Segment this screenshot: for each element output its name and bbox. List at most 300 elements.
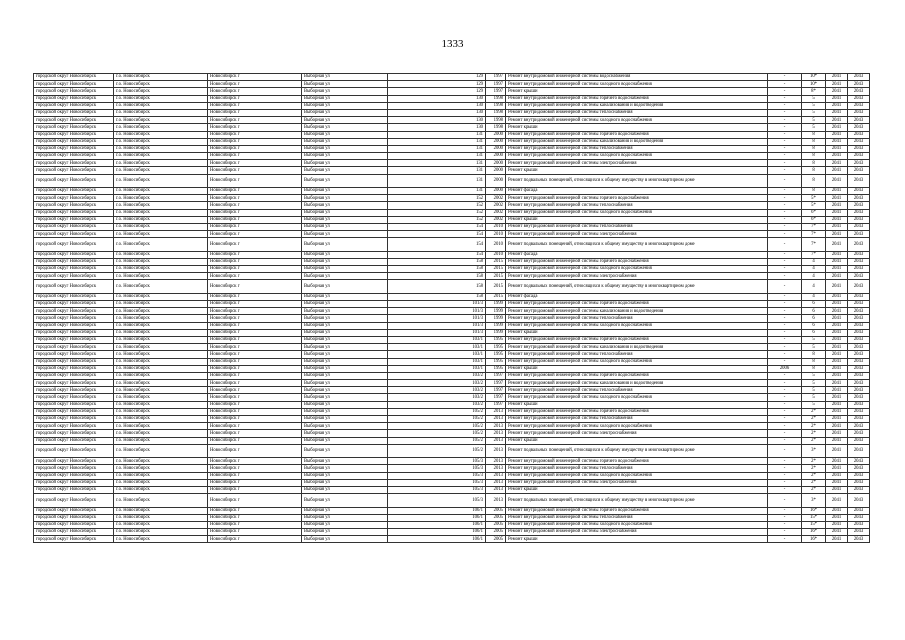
- year-to-cell: 2043: [848, 358, 870, 365]
- city-cell: Новосибирск г: [208, 293, 302, 300]
- municipality-cell: городской округ Новосибирск: [34, 401, 114, 408]
- build-year-cell: 2000: [486, 160, 506, 167]
- build-year-cell: 1997: [486, 380, 506, 387]
- district-cell: г.о. Новосибирск: [114, 88, 208, 95]
- city-cell: Новосибирск г: [208, 308, 302, 315]
- year-from-cell: 2041: [826, 195, 848, 202]
- street-cell: Выборная ул: [302, 223, 388, 230]
- year-to-cell: 2043: [848, 458, 870, 465]
- work-type-cell: Ремонт крыши: [506, 124, 768, 131]
- year-from-cell: 2041: [826, 88, 848, 95]
- house-number-cell: 158: [388, 280, 486, 293]
- year-to-cell: 2043: [848, 387, 870, 394]
- city-cell: Новосибирск г: [208, 408, 302, 415]
- street-cell: Выборная ул: [302, 521, 388, 528]
- year-from-cell: 2041: [826, 408, 848, 415]
- municipality-cell: городской округ Новосибирск: [34, 216, 114, 223]
- city-cell: Новосибирск г: [208, 266, 302, 273]
- build-year-cell: 1999: [486, 315, 506, 322]
- street-cell: Выборная ул: [302, 266, 388, 273]
- street-cell: Выборная ул: [302, 258, 388, 265]
- build-year-cell: 2015: [486, 273, 506, 280]
- street-cell: Выборная ул: [302, 145, 388, 152]
- street-cell: Выборная ул: [302, 372, 388, 379]
- last-repair-cell: -: [768, 280, 802, 293]
- table-row: [34, 315, 870, 322]
- table-row: [34, 301, 870, 308]
- municipality-cell: городской округ Новосибирск: [34, 231, 114, 238]
- year-to-cell: 2043: [848, 494, 870, 507]
- municipality-cell: городской округ Новосибирск: [34, 387, 114, 394]
- street-cell: Выборная ул: [302, 102, 388, 109]
- work-type-cell: Ремонт внутридомовой инженерной системы канализования и водоотведения: [506, 138, 768, 145]
- district-cell: г.о. Новосибирск: [114, 329, 208, 336]
- work-type-cell: Ремонт внутридомовой инженерной системы электроснабжения: [506, 160, 768, 167]
- district-cell: г.о. Новосибирск: [114, 394, 208, 401]
- year-to-cell: 2043: [848, 258, 870, 265]
- last-repair-cell: -: [768, 494, 802, 507]
- district-cell: г.о. Новосибирск: [114, 308, 208, 315]
- term-cell: 2*: [802, 423, 826, 430]
- table-row: [34, 138, 870, 145]
- street-cell: Выборная ул: [302, 117, 388, 124]
- work-type-cell: Ремонт внутридомовой инженерной системы горячего водоснабжения: [506, 408, 768, 415]
- street-cell: Выборная ул: [302, 315, 388, 322]
- house-number-cell: 101/3: [388, 301, 486, 308]
- municipality-cell: городской округ Новосибирск: [34, 293, 114, 300]
- work-type-cell: Ремонт крыши: [506, 88, 768, 95]
- year-to-cell: 2043: [848, 416, 870, 423]
- municipality-cell: городской округ Новосибирск: [34, 273, 114, 280]
- house-number-cell: 130: [388, 95, 486, 102]
- work-type-cell: Ремонт внутридомовой инженерной системы холодного водоснабжения: [506, 81, 768, 88]
- city-cell: Новосибирск г: [208, 251, 302, 258]
- house-number-cell: 103/2: [388, 380, 486, 387]
- street-cell: Выборная ул: [302, 167, 388, 174]
- district-cell: г.о. Новосибирск: [114, 188, 208, 195]
- house-number-cell: 105/2: [388, 423, 486, 430]
- build-year-cell: 2002: [486, 209, 506, 216]
- term-cell: 16*: [802, 529, 826, 536]
- street-cell: Выборная ул: [302, 209, 388, 216]
- last-repair-cell: -: [768, 145, 802, 152]
- year-to-cell: 2043: [848, 138, 870, 145]
- year-from-cell: 2041: [826, 209, 848, 216]
- street-cell: Выборная ул: [302, 437, 388, 444]
- term-cell: 3*: [802, 444, 826, 457]
- year-from-cell: 2041: [826, 160, 848, 167]
- municipality-cell: городской округ Новосибирск: [34, 167, 114, 174]
- last-repair-cell: -: [768, 529, 802, 536]
- street-cell: Выборная ул: [302, 322, 388, 329]
- district-cell: г.о. Новосибирск: [114, 416, 208, 423]
- term-cell: 16*: [802, 507, 826, 514]
- table-row: [34, 416, 870, 423]
- district-cell: г.о. Новосибирск: [114, 472, 208, 479]
- work-type-cell: Ремонт внутридомовой инженерной системы теплоснабжения: [506, 315, 768, 322]
- work-type-cell: Ремонт подвальных помещений, относящихся к общему имуществу в многоквартирном доме: [506, 238, 768, 251]
- house-number-cell: 103/1: [388, 344, 486, 351]
- district-cell: г.о. Новосибирск: [114, 437, 208, 444]
- work-type-cell: Ремонт внутридомовой инженерной системы теплоснабжения: [506, 202, 768, 209]
- year-to-cell: 2043: [848, 536, 870, 543]
- work-type-cell: Ремонт крыши: [506, 167, 768, 174]
- district-cell: г.о. Новосибирск: [114, 351, 208, 358]
- street-cell: Выборная ул: [302, 202, 388, 209]
- year-to-cell: 2043: [848, 308, 870, 315]
- last-repair-cell: -: [768, 394, 802, 401]
- year-to-cell: 2043: [848, 117, 870, 124]
- build-year-cell: 1997: [486, 387, 506, 394]
- build-year-cell: 2000: [486, 167, 506, 174]
- year-from-cell: 2041: [826, 124, 848, 131]
- municipality-cell: городской округ Новосибирск: [34, 472, 114, 479]
- city-cell: Новосибирск г: [208, 394, 302, 401]
- municipality-cell: городской округ Новосибирск: [34, 280, 114, 293]
- year-from-cell: 2041: [826, 322, 848, 329]
- year-from-cell: 2041: [826, 521, 848, 528]
- work-type-cell: Ремонт внутридомовой инженерной системы электроснабжения: [506, 430, 768, 437]
- municipality-cell: городской округ Новосибирск: [34, 138, 114, 145]
- street-cell: Выборная ул: [302, 380, 388, 387]
- house-number-cell: 106/1: [388, 536, 486, 543]
- year-to-cell: 2043: [848, 280, 870, 293]
- house-number-cell: 154: [388, 223, 486, 230]
- last-repair-cell: -: [768, 231, 802, 238]
- year-from-cell: 2041: [826, 365, 848, 372]
- house-number-cell: 106/1: [388, 521, 486, 528]
- term-cell: 8: [802, 160, 826, 167]
- build-year-cell: 2013: [486, 458, 506, 465]
- table-row: [34, 494, 870, 507]
- year-to-cell: 2043: [848, 95, 870, 102]
- work-type-cell: Ремонт внутридомовой инженерной системы электроснабжения: [506, 231, 768, 238]
- table-row: [34, 521, 870, 528]
- municipality-cell: городской округ Новосибирск: [34, 266, 114, 273]
- last-repair-cell: -: [768, 444, 802, 457]
- last-repair-cell: -: [768, 174, 802, 187]
- year-to-cell: 2043: [848, 124, 870, 131]
- district-cell: г.о. Новосибирск: [114, 365, 208, 372]
- table-row: [34, 401, 870, 408]
- year-from-cell: 2041: [826, 280, 848, 293]
- build-year-cell: 2013: [486, 408, 506, 415]
- house-number-cell: 154: [388, 231, 486, 238]
- house-number-cell: 131: [388, 188, 486, 195]
- table-row: [34, 273, 870, 280]
- district-cell: г.о. Новосибирск: [114, 238, 208, 251]
- table-row: [34, 465, 870, 472]
- district-cell: г.о. Новосибирск: [114, 430, 208, 437]
- table-row: [34, 394, 870, 401]
- district-cell: г.о. Новосибирск: [114, 372, 208, 379]
- year-from-cell: 2041: [826, 430, 848, 437]
- municipality-cell: городской округ Новосибирск: [34, 88, 114, 95]
- year-to-cell: 2043: [848, 351, 870, 358]
- build-year-cell: 2002: [486, 216, 506, 223]
- house-number-cell: 152: [388, 209, 486, 216]
- house-number-cell: 105/2: [388, 437, 486, 444]
- work-type-cell: Ремонт крыши: [506, 536, 768, 543]
- district-cell: г.о. Новосибирск: [114, 444, 208, 457]
- house-number-cell: 158: [388, 258, 486, 265]
- year-to-cell: 2043: [848, 322, 870, 329]
- term-cell: 7*: [802, 223, 826, 230]
- municipality-cell: городской округ Новосибирск: [34, 437, 114, 444]
- municipality-cell: городской округ Новосибирск: [34, 458, 114, 465]
- last-repair-cell: -: [768, 258, 802, 265]
- street-cell: Выборная ул: [302, 408, 388, 415]
- term-cell: 4: [802, 293, 826, 300]
- municipality-cell: городской округ Новосибирск: [34, 195, 114, 202]
- municipality-cell: городской округ Новосибирск: [34, 131, 114, 138]
- term-cell: 4: [802, 273, 826, 280]
- build-year-cell: 2000: [486, 174, 506, 187]
- house-number-cell: 131: [388, 153, 486, 160]
- last-repair-cell: -: [768, 458, 802, 465]
- district-cell: г.о. Новосибирск: [114, 358, 208, 365]
- street-cell: Выборная ул: [302, 387, 388, 394]
- build-year-cell: 2013: [486, 416, 506, 423]
- municipality-cell: городской округ Новосибирск: [34, 109, 114, 116]
- district-cell: г.о. Новосибирск: [114, 251, 208, 258]
- year-from-cell: 2041: [826, 423, 848, 430]
- year-from-cell: 2041: [826, 301, 848, 308]
- table-row: [34, 486, 870, 493]
- year-to-cell: 2043: [848, 273, 870, 280]
- last-repair-cell: -: [768, 188, 802, 195]
- district-cell: г.о. Новосибирск: [114, 209, 208, 216]
- last-repair-cell: -: [768, 322, 802, 329]
- table-row: [34, 387, 870, 394]
- build-year-cell: 1998: [486, 124, 506, 131]
- build-year-cell: 2013: [486, 486, 506, 493]
- year-from-cell: 2041: [826, 117, 848, 124]
- street-cell: Выборная ул: [302, 188, 388, 195]
- build-year-cell: 1997: [486, 88, 506, 95]
- build-year-cell: 2000: [486, 188, 506, 195]
- year-from-cell: 2041: [826, 486, 848, 493]
- term-cell: 7*: [802, 251, 826, 258]
- district-cell: г.о. Новосибирск: [114, 380, 208, 387]
- term-cell: 5: [802, 95, 826, 102]
- city-cell: Новосибирск г: [208, 479, 302, 486]
- build-year-cell: 1998: [486, 95, 506, 102]
- last-repair-cell: -: [768, 315, 802, 322]
- year-to-cell: 2043: [848, 479, 870, 486]
- year-to-cell: 2043: [848, 336, 870, 343]
- municipality-cell: городской округ Новосибирск: [34, 494, 114, 507]
- table-row: [34, 514, 870, 521]
- register-table: [33, 73, 870, 543]
- city-cell: Новосибирск г: [208, 336, 302, 343]
- municipality-cell: городской округ Новосибирск: [34, 301, 114, 308]
- city-cell: Новосибирск г: [208, 423, 302, 430]
- build-year-cell: 1995: [486, 336, 506, 343]
- street-cell: Выборная ул: [302, 536, 388, 543]
- table-row: [34, 430, 870, 437]
- house-number-cell: 152: [388, 195, 486, 202]
- last-repair-cell: -: [768, 102, 802, 109]
- district-cell: г.о. Новосибирск: [114, 95, 208, 102]
- year-to-cell: 2043: [848, 394, 870, 401]
- work-type-cell: Ремонт внутридомовой инженерной системы канализования и водоотведения: [506, 308, 768, 315]
- table-row: [34, 188, 870, 195]
- street-cell: Выборная ул: [302, 394, 388, 401]
- municipality-cell: городской округ Новосибирск: [34, 507, 114, 514]
- table-row: [34, 195, 870, 202]
- build-year-cell: 2010: [486, 223, 506, 230]
- last-repair-cell: -: [768, 160, 802, 167]
- city-cell: Новосибирск г: [208, 458, 302, 465]
- year-to-cell: 2043: [848, 109, 870, 116]
- municipality-cell: городской округ Новосибирск: [34, 486, 114, 493]
- page-number: 1333: [441, 38, 464, 50]
- last-repair-cell: -: [768, 465, 802, 472]
- municipality-cell: городской округ Новосибирск: [34, 251, 114, 258]
- year-from-cell: 2041: [826, 507, 848, 514]
- district-cell: г.о. Новосибирск: [114, 266, 208, 273]
- term-cell: 4: [802, 280, 826, 293]
- street-cell: Выборная ул: [302, 465, 388, 472]
- table-row: [34, 336, 870, 343]
- house-number-cell: 130: [388, 124, 486, 131]
- year-to-cell: 2043: [848, 486, 870, 493]
- street-cell: Выборная ул: [302, 74, 388, 81]
- build-year-cell: 2015: [486, 258, 506, 265]
- house-number-cell: 103/1: [388, 365, 486, 372]
- district-cell: г.о. Новосибирск: [114, 117, 208, 124]
- district-cell: г.о. Новосибирск: [114, 344, 208, 351]
- term-cell: 8: [802, 174, 826, 187]
- build-year-cell: 2000: [486, 138, 506, 145]
- work-type-cell: Ремонт внутридомовой инженерной системы теплоснабжения: [506, 351, 768, 358]
- city-cell: Новосибирск г: [208, 145, 302, 152]
- district-cell: г.о. Новосибирск: [114, 408, 208, 415]
- house-number-cell: 131: [388, 174, 486, 187]
- year-to-cell: 2043: [848, 174, 870, 187]
- term-cell: 8: [802, 351, 826, 358]
- street-cell: Выборная ул: [302, 273, 388, 280]
- city-cell: Новосибирск г: [208, 195, 302, 202]
- term-cell: 5: [802, 117, 826, 124]
- street-cell: Выборная ул: [302, 216, 388, 223]
- work-type-cell: Ремонт фасада: [506, 251, 768, 258]
- district-cell: г.о. Новосибирск: [114, 131, 208, 138]
- house-number-cell: 129: [388, 81, 486, 88]
- municipality-cell: городской округ Новосибирск: [34, 174, 114, 187]
- district-cell: г.о. Новосибирск: [114, 465, 208, 472]
- work-type-cell: Ремонт внутридомовой инженерной системы электроснабжения: [506, 529, 768, 536]
- term-cell: 5: [802, 109, 826, 116]
- house-number-cell: 105/3: [388, 494, 486, 507]
- work-type-cell: Ремонт внутридомовой инженерной системы холодного водоснабжения: [506, 209, 768, 216]
- city-cell: Новосибирск г: [208, 494, 302, 507]
- year-to-cell: 2043: [848, 514, 870, 521]
- city-cell: Новосибирск г: [208, 344, 302, 351]
- table-row: [34, 329, 870, 336]
- year-to-cell: 2043: [848, 160, 870, 167]
- table-row: [34, 280, 870, 293]
- city-cell: Новосибирск г: [208, 167, 302, 174]
- street-cell: Выборная ул: [302, 308, 388, 315]
- house-number-cell: 103/1: [388, 351, 486, 358]
- last-repair-cell: 2006: [768, 365, 802, 372]
- street-cell: Выборная ул: [302, 174, 388, 187]
- house-number-cell: 130: [388, 102, 486, 109]
- term-cell: 2*: [802, 465, 826, 472]
- street-cell: Выборная ул: [302, 238, 388, 251]
- build-year-cell: 1995: [486, 358, 506, 365]
- year-from-cell: 2041: [826, 223, 848, 230]
- last-repair-cell: -: [768, 266, 802, 273]
- table-row: [34, 423, 870, 430]
- work-type-cell: Ремонт фасада: [506, 293, 768, 300]
- build-year-cell: 2005: [486, 521, 506, 528]
- year-from-cell: 2041: [826, 380, 848, 387]
- house-number-cell: 105/2: [388, 416, 486, 423]
- work-type-cell: Ремонт внутридомовой инженерной системы холодного водоснабжения: [506, 153, 768, 160]
- street-cell: Выборная ул: [302, 160, 388, 167]
- street-cell: Выборная ул: [302, 293, 388, 300]
- table-row: [34, 88, 870, 95]
- term-cell: 5*: [802, 202, 826, 209]
- street-cell: Выборная ул: [302, 329, 388, 336]
- year-from-cell: 2041: [826, 188, 848, 195]
- year-to-cell: 2043: [848, 81, 870, 88]
- year-to-cell: 2043: [848, 223, 870, 230]
- house-number-cell: 105/3: [388, 479, 486, 486]
- term-cell: 5*: [802, 195, 826, 202]
- table-row: [34, 231, 870, 238]
- municipality-cell: городской округ Новосибирск: [34, 358, 114, 365]
- term-cell: 5: [802, 394, 826, 401]
- year-to-cell: 2043: [848, 365, 870, 372]
- city-cell: Новосибирск г: [208, 387, 302, 394]
- last-repair-cell: -: [768, 416, 802, 423]
- street-cell: Выборная ул: [302, 109, 388, 116]
- house-number-cell: 129: [388, 88, 486, 95]
- work-type-cell: Ремонт внутридомовой инженерной системы водоснабжения: [506, 74, 768, 81]
- last-repair-cell: -: [768, 301, 802, 308]
- build-year-cell: 1997: [486, 394, 506, 401]
- work-type-cell: Ремонт внутридомовой инженерной системы электроснабжения: [506, 273, 768, 280]
- table-row: [34, 479, 870, 486]
- street-cell: Выборная ул: [302, 88, 388, 95]
- city-cell: Новосибирск г: [208, 322, 302, 329]
- build-year-cell: 2002: [486, 202, 506, 209]
- year-to-cell: 2043: [848, 344, 870, 351]
- table-row: [34, 167, 870, 174]
- last-repair-cell: -: [768, 138, 802, 145]
- last-repair-cell: -: [768, 223, 802, 230]
- year-from-cell: 2041: [826, 238, 848, 251]
- last-repair-cell: -: [768, 521, 802, 528]
- last-repair-cell: -: [768, 74, 802, 81]
- term-cell: 5: [802, 401, 826, 408]
- term-cell: 6: [802, 329, 826, 336]
- table-row: [34, 293, 870, 300]
- house-number-cell: 152: [388, 202, 486, 209]
- last-repair-cell: -: [768, 329, 802, 336]
- year-to-cell: 2043: [848, 238, 870, 251]
- build-year-cell: 1997: [486, 401, 506, 408]
- last-repair-cell: -: [768, 81, 802, 88]
- municipality-cell: городской округ Новосибирск: [34, 188, 114, 195]
- term-cell: 8: [802, 167, 826, 174]
- last-repair-cell: -: [768, 238, 802, 251]
- table-row: [34, 216, 870, 223]
